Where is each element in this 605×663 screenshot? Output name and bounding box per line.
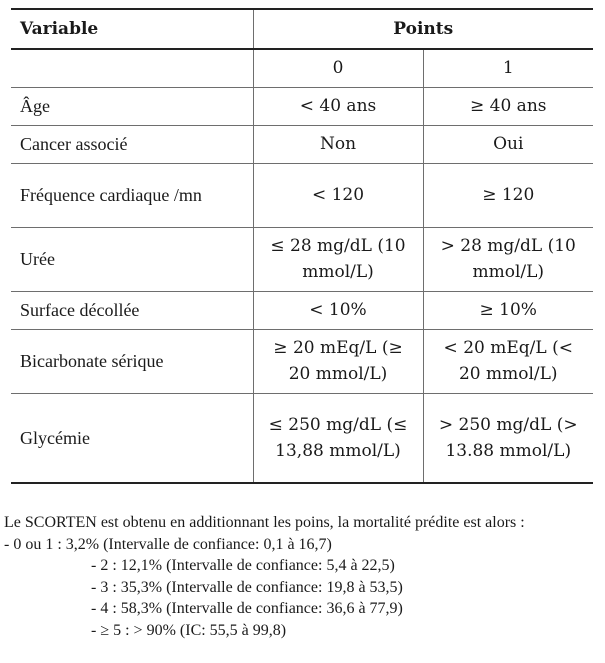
notes-line: - 2 : 12,1% (Intervalle de confiance: 5,4 à 22,5) — [91, 557, 395, 574]
row-points-1: ≥ 40 ans — [423, 87, 593, 125]
row-variable: Fréquence cardiaque /mn — [11, 163, 253, 227]
row-variable: Âge — [11, 87, 253, 125]
row-points-1: > 28 mg/dL (10 mmol/L) — [423, 227, 593, 291]
row-variable: Cancer associé — [11, 125, 253, 163]
notes-line: - 3 : 35,3% (Intervalle de confiance: 19,8 à 53,5) — [91, 578, 403, 596]
header-variable: Variable — [11, 9, 253, 49]
table-row — [11, 393, 593, 483]
row-points-0: < 120 — [253, 163, 423, 227]
table-row — [11, 227, 593, 291]
row-points-1: > 250 mg/dL (> 13.88 mmol/L) — [423, 393, 593, 483]
row-points-0: Non — [253, 125, 423, 163]
table-row — [11, 163, 593, 227]
row-points-0: ≥ 20 mEq/L (≥ 20 mmol/L) — [253, 329, 423, 393]
notes-line: - 4 : 58,3% (Intervalle de confiance: 36,6 à 77,9) — [91, 600, 403, 617]
row-variable: Bicarbonate sérique — [11, 329, 253, 393]
table-row — [11, 291, 593, 329]
notes-line: - 0 ou 1 : 3,2% (Intervalle de confiance: 0,1 à 16,7) — [4, 535, 332, 553]
row-points-1: Oui — [423, 125, 593, 163]
row-points-1: ≥ 120 — [423, 163, 593, 227]
subheader-points-0: 0 — [253, 49, 423, 87]
mortality-notes — [4, 512, 602, 641]
row-points-0: ≤ 28 mg/dL (10 mmol/L) — [253, 227, 423, 291]
row-points-0: ≤ 250 mg/dL (≤ 13,88 mmol/L) — [253, 393, 423, 483]
row-points-0: < 40 ans — [253, 87, 423, 125]
table-row — [11, 125, 593, 163]
subheader-points-1: 1 — [423, 49, 593, 87]
table-header-row — [11, 9, 593, 49]
table-row — [11, 87, 593, 125]
row-variable: Glycémie — [11, 393, 253, 483]
row-variable: Urée — [11, 227, 253, 291]
scorten-table — [11, 8, 593, 484]
notes-line: - ≥ 5 : > 90% (IC: 55,5 à 99,8) — [91, 621, 287, 639]
table-row — [11, 329, 593, 393]
row-points-1: < 20 mEq/L (< 20 mmol/L) — [423, 329, 593, 393]
table-subheader-row — [11, 49, 593, 87]
subheader-empty — [11, 49, 253, 87]
row-points-1: ≥ 10% — [423, 291, 593, 329]
notes-intro: Le SCORTEN est obtenu en additionnant les poins, la mortalité prédite est alors : — [4, 514, 525, 531]
row-points-0: < 10% — [253, 291, 423, 329]
header-points: Points — [253, 9, 593, 49]
row-variable: Surface décollée — [11, 291, 253, 329]
